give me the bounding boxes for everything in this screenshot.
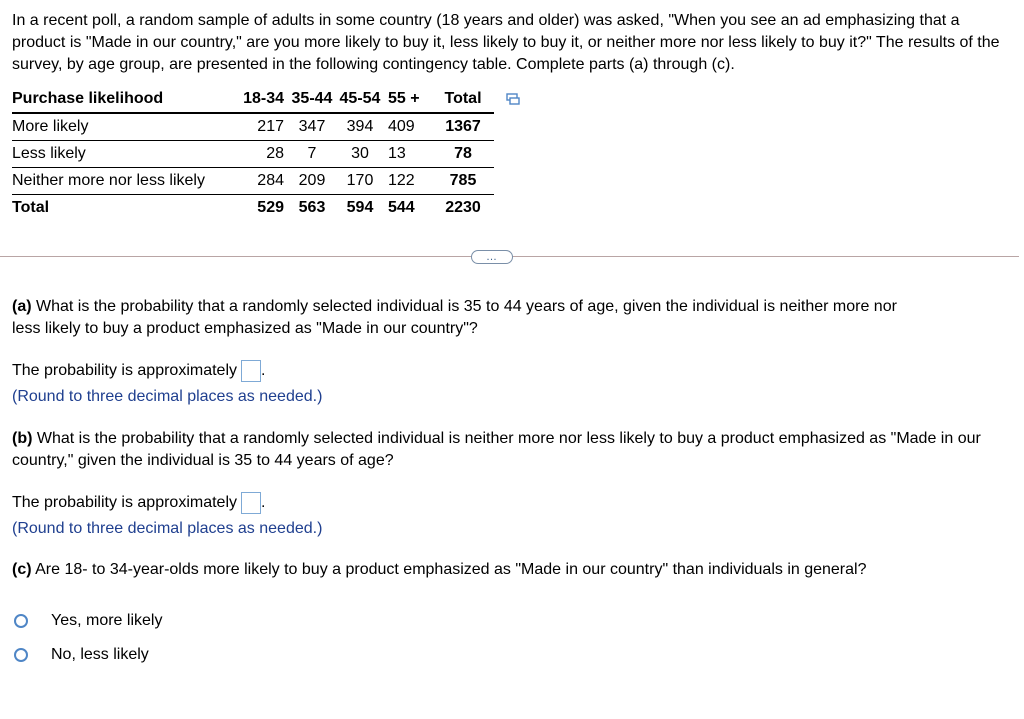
table-cell: 13 (384, 141, 432, 168)
table-row (12, 168, 494, 195)
question-a-text: What is the probability that a randomly selected individual is 35 to 44 years of age, given the individual is neither more nor less likely to buy a product emphasized as "Made in our country"? (12, 298, 897, 337)
table-total-row (12, 195, 494, 222)
part-a-label: (a) (12, 298, 32, 315)
header-45-54: 45-54 (336, 86, 384, 113)
table-row (12, 113, 494, 141)
option-yes-more-likely[interactable] (14, 612, 162, 630)
table-cell: 409 (384, 113, 432, 141)
table-cell: 122 (384, 168, 432, 195)
table-cell: 7 (288, 141, 336, 168)
header-18-34: 18-34 (230, 86, 288, 113)
row-label: Neither more nor less likely (12, 168, 230, 195)
table-cell-total: 785 (432, 168, 494, 195)
table-cell: 170 (336, 168, 384, 195)
rounding-hint-a: (Round to three decimal places as needed.) (12, 388, 323, 405)
row-label: Less likely (12, 141, 230, 168)
table-cell-total: 78 (432, 141, 494, 168)
contingency-table (12, 86, 494, 221)
option-label: No, less likely (51, 646, 149, 663)
rounding-hint-b: (Round to three decimal places as needed.) (12, 520, 323, 537)
table-cell: 544 (388, 199, 415, 216)
question-a (12, 296, 912, 340)
answer-a-prefix: The probability is approximately (12, 362, 237, 379)
table-cell-total: 2230 (445, 199, 481, 216)
radio-button[interactable] (14, 648, 28, 662)
table-cell: 217 (230, 113, 288, 141)
table-cell: 284 (230, 168, 288, 195)
question-c-text: Are 18- to 34-year-olds more likely to buy a product emphasized as "Made in our country" than individuals in general? (31, 561, 867, 578)
header-35-44: 35-44 (288, 86, 336, 113)
answer-a-line (12, 360, 265, 382)
answer-a-input[interactable] (241, 360, 261, 382)
table-cell: 529 (257, 199, 284, 216)
part-c-label: (c) (12, 561, 32, 578)
table-cell: 394 (336, 113, 384, 141)
header-purchase-likelihood: Purchase likelihood (12, 86, 230, 113)
table-cell: 563 (298, 199, 326, 216)
table-header-row (12, 86, 494, 113)
row-label: Total (12, 199, 50, 216)
answer-b-prefix: The probability is approximately (12, 494, 237, 511)
answer-b-suffix: . (261, 494, 266, 511)
table-cell: 30 (336, 141, 384, 168)
option-no-less-likely[interactable] (14, 646, 149, 664)
question-b (12, 428, 1012, 472)
question-b-text: What is the probability that a randomly selected individual is neither more nor less likely to buy a product emphasized as "Made in our country," given the individual is 35 to 44 years of age? (12, 430, 981, 469)
option-label: Yes, more likely (51, 612, 163, 629)
table-cell: 209 (288, 168, 336, 195)
radio-button[interactable] (14, 614, 28, 628)
answer-b-input[interactable] (241, 492, 261, 514)
expand-more-button[interactable]: … (471, 250, 513, 264)
table-cell: 594 (346, 199, 374, 216)
part-b-label: (b) (12, 430, 33, 447)
header-55-plus: 55 + (384, 86, 432, 113)
problem-intro: In a recent poll, a random sample of adults in some country (18 years and older) was asked, "When you see an ad emphasizing that a product is "Made in our country," are you more likely to buy it, less likely to buy it, or neither more nor less likely to buy it?" The results of the survey, by age group, are presented in the following contingency table. Complete parts (a) through (c). (12, 12, 1000, 73)
table-cell-total: 1367 (432, 113, 494, 141)
answer-a-suffix: . (261, 362, 266, 379)
table-cell: 28 (230, 141, 288, 168)
row-label: More likely (12, 113, 230, 141)
header-total: Total (432, 86, 494, 113)
table-cell: 347 (288, 113, 336, 141)
copy-table-icon[interactable] (506, 93, 520, 105)
question-c (12, 559, 1012, 581)
answer-b-line (12, 492, 265, 514)
table-row (12, 141, 494, 168)
